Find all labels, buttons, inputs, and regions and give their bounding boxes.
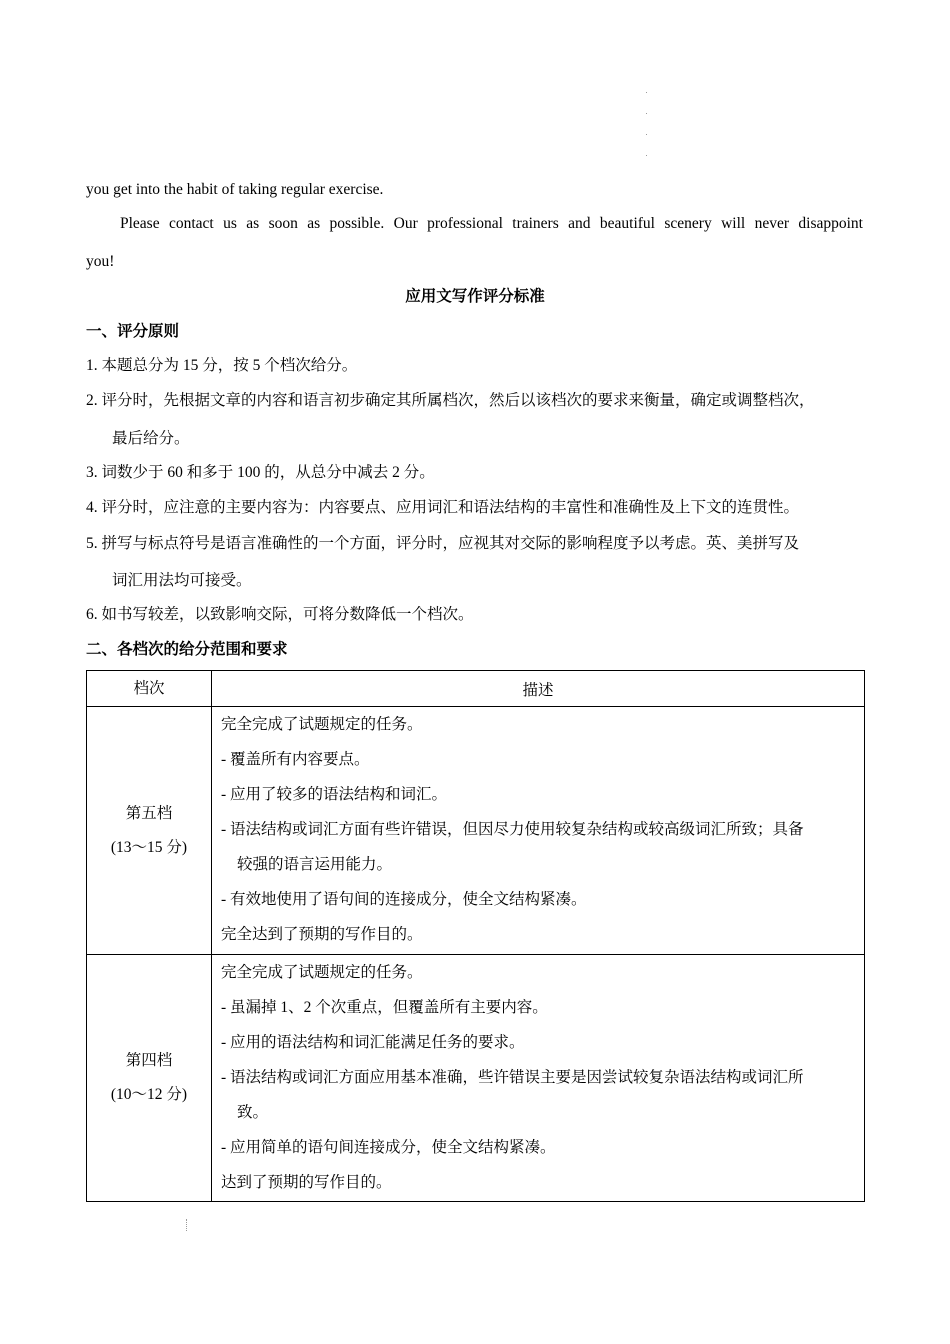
description-line: - 语法结构或词汇方面有些许错误，但因尽力使用较复杂结构或较高级词汇所致；具备 (221, 821, 804, 838)
rule-item: 5. 拼写与标点符号是语言准确性的一个方面，评分时，应视其对交际的影响程度予以考虑。英、美拼写及 (86, 535, 800, 552)
description-cell (212, 955, 865, 1202)
description-line: - 应用了较多的语法结构和词汇。 (221, 786, 448, 803)
table-row (87, 707, 865, 955)
grading-table (86, 670, 865, 1202)
description-line: 完全完成了试题规定的任务。 (221, 716, 423, 733)
section-heading: 二、各档次的给分范围和要求 (86, 641, 288, 658)
header-description: 描述 (212, 671, 865, 707)
grade-range: (13～15 分) (110, 838, 188, 856)
grade-cell (87, 955, 212, 1202)
section-heading: 一、评分原则 (86, 323, 180, 340)
rule-item: 2. 评分时，先根据文章的内容和语言初步确定其所属档次，然后以该档次的要求来衡量，确定或调整档次， (86, 392, 815, 409)
rule-item: 最后给分。 (112, 430, 190, 447)
header-grade: 档次 (87, 671, 212, 707)
rule-item: 1. 本题总分为 15 分，按 5 个档次给分。 (86, 357, 358, 374)
grade-label: 第五档 (125, 804, 173, 822)
letter-line: you! (86, 253, 115, 270)
rule-item: 6. 如书写较差，以致影响交际，可将分数降低一个档次。 (86, 606, 474, 623)
description-line: - 覆盖所有内容要点。 (221, 751, 370, 768)
table-row (87, 955, 865, 1202)
description-line: - 应用的语法结构和词汇能满足任务的要求。 (221, 1033, 525, 1051)
description-cell (212, 707, 865, 955)
description-line: - 应用简单的语句间连接成分，使全文结构紧凑。 (221, 1138, 556, 1156)
rubric-title: 应用文写作评分标准 (405, 288, 545, 305)
letter-line: you get into the habit of taking regular exercise. (86, 181, 384, 198)
decorative-dots (186, 1219, 188, 1231)
description-line: - 语法结构或词汇方面应用基本准确，些许错误主要是因尝试较复杂语法结构或词汇所 (221, 1068, 804, 1086)
description-line: 完全完成了试题规定的任务。 (221, 963, 423, 981)
description-line: - 有效地使用了语句间的连接成分，使全文结构紧凑。 (221, 891, 587, 908)
grade-range: (10～12 分) (110, 1086, 188, 1103)
description-line: 较强的语言运用能力。 (237, 856, 393, 873)
grade-cell (87, 707, 212, 955)
grade-label: 第四档 (125, 1052, 173, 1069)
rule-item: 3. 词数少于 60 和多于 100 的，从总分中减去 2 分。 (86, 464, 435, 481)
description-line: 完全达到了预期的写作目的。 (221, 926, 423, 943)
rule-item: 4. 评分时，应注意的主要内容为：内容要点、应用词汇和语法结构的丰富性和准确性及上下文的连贯性。 (86, 499, 800, 516)
table-header-row (87, 671, 865, 707)
description-line: 达到了预期的写作目的。 (221, 1173, 392, 1191)
letter-line: Please contact us as soon as possible. Our professional trainers and beautiful scenery will never disappoint (120, 215, 863, 232)
description-line: - 虽漏掉 1、2 个次重点，但覆盖所有主要内容。 (221, 998, 548, 1016)
decorative-dots (646, 92, 650, 176)
rule-item: 词汇用法均可接受。 (112, 572, 252, 589)
description-line: 致。 (237, 1103, 269, 1121)
